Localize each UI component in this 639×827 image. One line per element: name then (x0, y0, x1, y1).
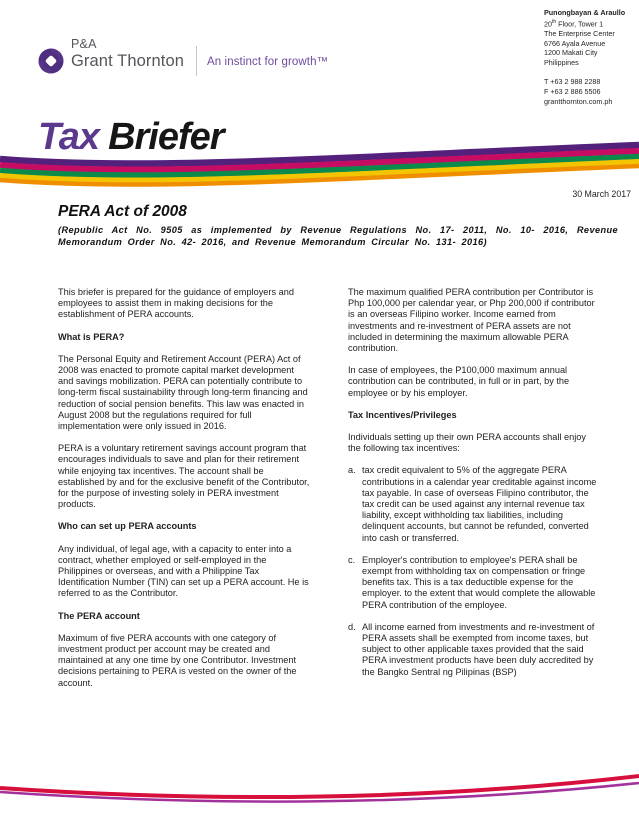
paragraph: Any individual, of legal age, with a capacity to enter into a contract, whether employed or self-employed in the Philippines or overseas, and with a Philippine Tax Identification Number (TIN) can set up a PERA account. He is referred to as the Contributor. (58, 543, 309, 599)
address-line-building: The Enterprise Center (544, 28, 615, 38)
spacer (544, 68, 632, 78)
phone-number: T +63 2 988 2288 (544, 77, 601, 87)
logo-text (71, 37, 184, 71)
address-line-street: 6766 Ayala Avenue (544, 38, 606, 48)
address-block (544, 8, 632, 106)
logo-prefix: P&A (71, 37, 97, 51)
bottom-wave-graphic (0, 768, 639, 818)
list-text: tax credit equivalent to 5% of the aggregate PERA contributions in a calendar year creditable against income tax payable. In case of overseas Filipino contributor, the tax credit can be used against any internal revenue tax liability, except withholding tax liabilities, including delinquent accounts, but cannot be refunded, converted into cash or transferred. (362, 465, 597, 543)
paragraph: This briefer is prepared for the guidance of employers and employees to assist them in making decisions for the establishment of PERA accounts. (58, 287, 294, 320)
logo-tagline: An instinct for growth™ (207, 56, 329, 68)
gt-pinwheel-icon (38, 48, 64, 74)
list-text: All income earned from investments and re-investment of PERA assets shall be exempted from income taxes, but subject to other applicable taxes provided that the said PERA investment products have been duly accredited by the Bangko Sentral ng Pilipinas (BSP) (362, 621, 595, 677)
bottom-wave-red (0, 776, 639, 797)
list-text: Employer's contribution to employee's PERA shall be exempt from withholding tax on compensation or fringe benefits tax. This is a tax deductible expense for the employer. to the extent that would complete the allowable PERA contribution of the employee. (362, 554, 596, 610)
section-heading-pera-account: The PERA account (58, 610, 140, 621)
article-title: PERA Act of 2008 (58, 203, 187, 220)
logo-divider (196, 46, 197, 76)
article-header (58, 203, 618, 248)
list-item (348, 622, 600, 678)
paragraph: The maximum qualified PERA contribution per Contributor is Php 100,000 per calendar year, or Php 200,000 if contributor is an overseas Filipino worker. Income earned from investments and re-investment of PERA assets are not included in determining the maximum allowable PERA contribution. (348, 287, 595, 354)
website-url: grantthornton.com.ph (544, 96, 613, 106)
article-subtitle: (Republic Act No. 9505 as implemented by Revenue Regulations No. 17- 2011, No. 10- 2016, Revenue Memorandum Order No. 42- 2016, and Revenue Memorandum Circular No. 131- 2016) (58, 225, 618, 247)
logo-company-name: Grant Thornton (71, 52, 184, 70)
paragraph: PERA is a voluntary retirement savings account program that encourages individuals to save and plan for their retirement while enjoying tax incentives. The account shall be established by and for the exclusive benefit of the Contributor, for the purpose of investing solely in PERA investment products. (58, 443, 310, 510)
newsletter-title (38, 116, 224, 159)
list-label: a. (348, 465, 356, 476)
paragraph: The Personal Equity and Retirement Account (PERA) Act of 2008 was enacted to promote capital market development and savings mobilization. PERA can potentially contribute to long-term fiscal sustainability through long-term financing and reduction of social pension benefits. This law was enacted in August 2008 but the regulations required for full implementation were only issued in 2016. (58, 353, 308, 432)
article-body (58, 287, 600, 700)
paragraph: Individuals setting up their own PERA accounts shall enjoy the following tax incentives: (348, 432, 586, 454)
section-heading-tax-incentives: Tax Incentives/Privileges (348, 409, 457, 420)
address-line-floor: 20th Floor, Tower 1 (544, 18, 604, 29)
left-column (58, 287, 310, 700)
firm-name: Punongbayan & Araullo (544, 8, 626, 17)
issue-date: 30 March 2017 (572, 189, 631, 199)
list-item (348, 555, 600, 611)
address-line-country: Philippines (544, 57, 579, 67)
right-column (348, 287, 600, 700)
title-word-briefer: Briefer (108, 116, 224, 158)
title-word-tax: Tax (38, 116, 100, 158)
list-label: d. (348, 621, 356, 632)
paragraph: Maximum of five PERA accounts with one category of investment product per account may be created and maintained at any one time by one Contributor. Investment decisions pertaining to PERA is vested on the owner of the account. (58, 632, 297, 688)
list-label: c. (348, 554, 356, 565)
grant-thornton-logo (38, 32, 328, 76)
list-item (348, 465, 600, 543)
address-line-city: 1200 Makati City (544, 48, 598, 58)
fax-number: F +63 2 886 5506 (544, 87, 601, 96)
paragraph: In case of employees, the P100,000 maximum annual contribution can be contributed, in full or in part, by the employee or by his employer. (348, 365, 570, 398)
section-heading-who-can-set-up: Who can set up PERA accounts (58, 521, 197, 532)
section-heading-what-is-pera: What is PERA? (58, 331, 125, 342)
